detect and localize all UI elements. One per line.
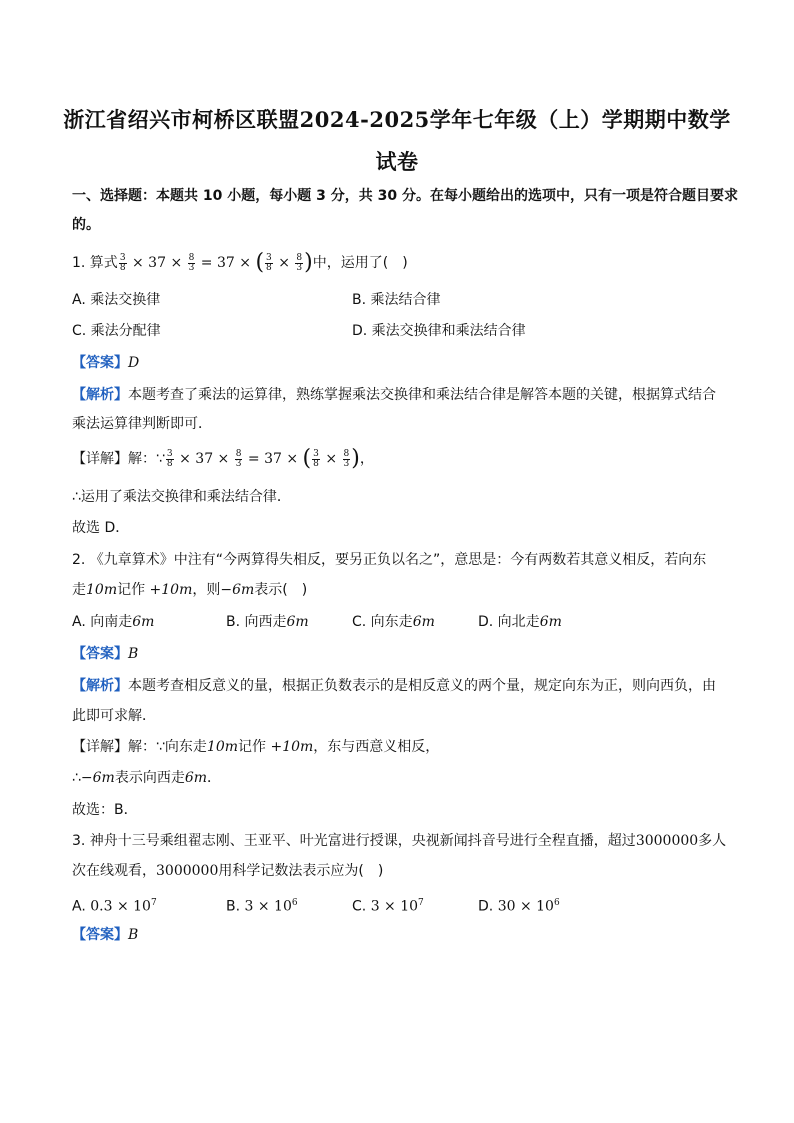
q2-answer-value: B xyxy=(128,646,139,662)
q2-option-d xyxy=(478,612,562,632)
q2-detail-plus10m: +10m xyxy=(270,739,314,755)
q2-detail-10m: 10m xyxy=(206,739,239,755)
q1-expression: $\frac{3}{8}$ × 37 × $\frac{8}{3}$ = 37 × ( $\frac{3}{8}$ × $\frac{8}{3}$ ) xyxy=(119,250,313,275)
q3-option-a-exp: 7 xyxy=(150,898,157,908)
answer-tag: 【答案】 xyxy=(72,355,128,371)
q3-option-c-base: 3 × 10 xyxy=(370,898,419,915)
q2-option-a-text: A. 向南走 xyxy=(72,614,133,630)
q2-option-d-unit: 6m xyxy=(539,614,562,630)
q2-text-c: ，则 xyxy=(192,582,221,598)
q2-detail xyxy=(72,737,439,757)
analysis-tag: 【解析】 xyxy=(72,678,128,694)
q2-analysis-text: 本题考查相反意义的量，根据正负数表示的是相反意义的两个量，规定向东为正，则向西负，由 xyxy=(128,678,716,694)
q3-option-c xyxy=(352,893,424,917)
q1-answer-value: D xyxy=(128,355,140,371)
q2-analysis-line1 xyxy=(72,676,716,696)
q1-analysis-line2: 乘法运算律判断即可． xyxy=(72,416,212,432)
q2-option-b xyxy=(226,612,309,632)
q2-option-b-text: B. 向西走 xyxy=(226,614,287,630)
q2-value-10m: 10m xyxy=(86,582,118,598)
q1-analysis-text: 本题考查了乘法的运算律，熟练掌握乘法交换律和乘法结合律是解答本题的关键，根据算式结合 xyxy=(128,387,716,403)
q2-text-a: 走 xyxy=(72,582,86,598)
q1-option-d: D. 乘法交换律和乘法结合律 xyxy=(352,323,526,339)
q1-option-b: B. 乘法结合律 xyxy=(352,292,441,308)
q2-option-c-text: C. 向东走 xyxy=(352,614,413,630)
q2-option-a-unit: 6m xyxy=(132,614,155,630)
q2-conclusion xyxy=(72,768,221,788)
q1-detail-prefix: 解：∵ xyxy=(128,451,165,467)
q2-stem-line2 xyxy=(72,580,307,600)
q2-detail-c: ，东与西意义相反， xyxy=(313,739,440,755)
q2-option-c-unit: 6m xyxy=(412,614,435,630)
q3-option-a xyxy=(72,893,157,917)
section-instructions-line2: 的。 xyxy=(72,217,100,233)
q1-conclusion: ∴运用了乘法交换律和乘法结合律． xyxy=(72,489,291,505)
q3-option-d-base: 30 × 10 xyxy=(497,898,554,915)
q2-analysis-line2: 此即可求解． xyxy=(72,708,156,724)
detail-tag: 【详解】 xyxy=(72,739,128,755)
q2-choose: 故选：B． xyxy=(72,802,138,818)
q2-concl-a: ∴ xyxy=(72,770,81,786)
q1-option-a: A. 乘法交换律 xyxy=(72,292,161,308)
q3-option-b xyxy=(226,893,298,917)
q1-detail: 【详解】解：∵ $\frac{3}{8}$ × 37 × $\frac{8}{3}$ = 37 × ( $\frac{3}{8}$ × $\frac{8}{3}$ )， xyxy=(72,446,374,471)
q2-text-b: 记作 xyxy=(117,582,146,598)
q2-option-d-text: D. 向北走 xyxy=(478,614,540,630)
q1-prefix: 1. 算式 xyxy=(72,255,118,271)
q3-answer-value: B xyxy=(128,927,139,943)
q3-text-b: 多人 xyxy=(698,833,727,849)
q1-stem xyxy=(72,250,408,275)
answer-tag: 【答案】 xyxy=(72,646,128,662)
q2-concl-minus6m: −6m xyxy=(80,770,115,786)
q3-number-2: 3000000 xyxy=(156,863,219,879)
q2-value-plus10m: +10m xyxy=(149,582,193,598)
q2-detail-b: 记作 xyxy=(238,739,267,755)
q2-value-minus6m: −6m xyxy=(220,582,255,598)
exam-title-line2: 试卷 xyxy=(375,149,419,174)
q3-option-a-label: A. xyxy=(72,898,91,915)
q1-detail-expression: $\frac{3}{8}$ × 37 × $\frac{8}{3}$ = 37 × ( $\frac{3}{8}$ × $\frac{8}{3}$ ) xyxy=(166,446,360,471)
q2-concl-c: ． xyxy=(207,770,222,786)
q2-concl-b: 表示向西走 xyxy=(114,770,185,786)
q2-answer xyxy=(72,644,138,664)
answer-tag: 【答案】 xyxy=(72,927,128,943)
q1-choose: 故选 D． xyxy=(72,520,130,536)
detail-tag: 【详解】 xyxy=(72,451,128,467)
q3-number: 3000000 xyxy=(635,833,699,849)
section-instructions-line1: 一、选择题：本题共 10 小题，每小题 3 分，共 30 分。在每小题给出的选项中，只有一项是符合题目要求 xyxy=(72,188,738,204)
exam-title-line1: 浙江省绍兴市柯桥区联盟2024-2025学年七年级（上）学期期中数学 xyxy=(63,107,731,132)
q3-option-c-label: C. xyxy=(352,898,371,915)
q3-option-b-label: B. xyxy=(226,898,245,915)
q3-option-c-exp: 7 xyxy=(418,898,424,908)
q2-option-c xyxy=(352,612,435,632)
q3-option-d-label: D. xyxy=(478,898,498,915)
q3-option-d xyxy=(478,893,560,917)
q1-analysis-line1 xyxy=(72,385,716,405)
q3-stem-line2 xyxy=(72,861,383,881)
q3-text-a: 3. 神舟十三号乘组翟志刚、王亚平、叶光富进行授课，央视新闻抖音号进行全程直播，超过 xyxy=(72,833,636,849)
q2-detail-a: 解：∵向东走 xyxy=(128,739,207,755)
q3-text-c: 次在线观看， xyxy=(72,863,156,879)
q3-stem-line1 xyxy=(72,831,726,851)
q2-concl-6m: 6m xyxy=(184,770,208,786)
analysis-tag: 【解析】 xyxy=(72,387,128,403)
q3-option-d-exp: 6 xyxy=(553,898,560,908)
q2-option-b-unit: 6m xyxy=(286,614,309,630)
q3-text-d: 用科学记数法表示应为( ) xyxy=(218,863,384,879)
q3-option-b-exp: 6 xyxy=(291,898,298,908)
q3-option-a-base: 0.3 × 10 xyxy=(90,898,151,915)
q2-text-d: 表示( ) xyxy=(254,582,308,598)
q1-suffix: 中，运用了( ) xyxy=(312,255,408,271)
q1-option-c: C. 乘法分配律 xyxy=(72,323,161,339)
q2-stem-line1: 2. 《九章算术》中注有“今两算得失相反，要另正负以名之”，意思是：今有两数若其意义相反，若向东 xyxy=(72,552,707,568)
q1-answer xyxy=(72,353,139,373)
q2-option-a xyxy=(72,612,154,632)
q3-option-b-base: 3 × 10 xyxy=(244,898,292,915)
q3-answer xyxy=(72,925,138,945)
